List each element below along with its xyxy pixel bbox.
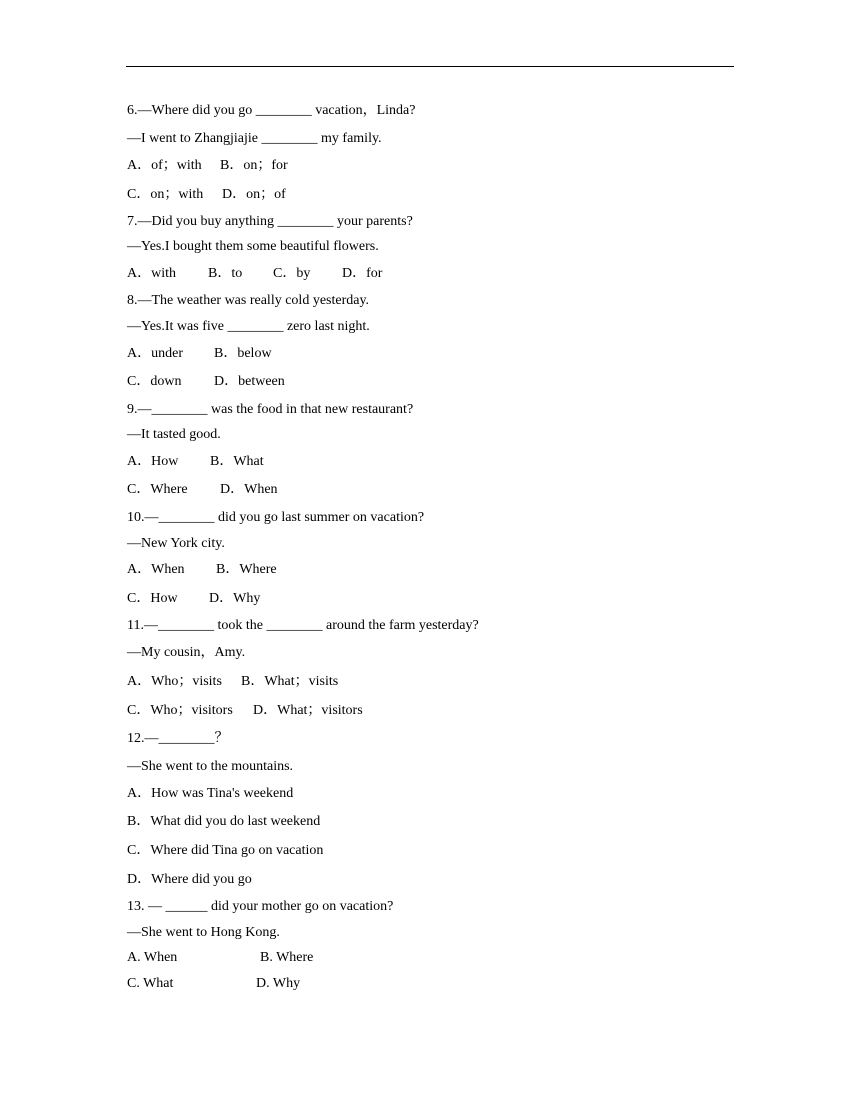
question-6-option-c: C．on；with [127, 187, 204, 202]
question-13-option-d: D. Why [256, 976, 301, 991]
question-10-prompt: 10.—________ did you go last summer on vacation? [127, 510, 425, 525]
question-6-reply: —I went to Zhangjiajie ________ my family. [127, 131, 382, 146]
question-6-option-d: D．on；of [222, 187, 286, 202]
question-13-option-b: B. Where [260, 950, 314, 965]
question-11-option-a: A．Who；visits [127, 674, 222, 689]
question-10-reply: —New York city. [127, 536, 225, 551]
question-10-option-a: A．When [127, 562, 185, 577]
question-9-option-b: B．What [210, 454, 264, 469]
question-9-prompt: 9.—________ was the food in that new restaurant? [127, 402, 414, 417]
question-9-option-a: A．How [127, 454, 179, 469]
question-9-reply: —It tasted good. [127, 427, 221, 442]
question-10-option-d: D．Why [209, 591, 261, 606]
question-6-option-b: B．on；for [220, 158, 288, 173]
question-12-prompt: 12.—________？ [127, 731, 229, 746]
question-7-reply: —Yes.I bought them some beautiful flowers. [127, 239, 379, 254]
question-7-option-c: C．by [273, 266, 311, 281]
question-7-prompt: 7.—Did you buy anything ________ your parents? [127, 214, 413, 229]
question-6-option-a: A．of；with [127, 158, 202, 173]
question-8-option-b: B．below [214, 346, 272, 361]
question-13-option-a: A. When [127, 950, 178, 965]
question-11-option-c: C．Who；visitors [127, 703, 233, 718]
question-8-option-c: C．down [127, 374, 182, 389]
question-8-reply: —Yes.It was five ________ zero last night. [127, 319, 370, 334]
question-8-prompt: 8.—The weather was really cold yesterday. [127, 293, 370, 308]
question-12-option-a: A．How was Tina's weekend [127, 786, 294, 801]
question-6-prompt: 6.—Where did you go ________ vacation，Linda? [127, 103, 416, 118]
question-7-option-a: A．with [127, 266, 176, 281]
question-9-option-d: D．When [220, 482, 278, 497]
question-10-option-c: C．How [127, 591, 178, 606]
question-8-option-a: A．under [127, 346, 183, 361]
question-12-option-c: C．Where did Tina go on vacation [127, 843, 324, 858]
question-11-reply: —My cousin，Amy. [127, 645, 246, 660]
question-13-prompt: 13. — ______ did your mother go on vacation? [127, 899, 394, 914]
question-13-reply: —She went to Hong Kong. [127, 925, 280, 940]
question-10-option-b: B．Where [216, 562, 277, 577]
question-11-prompt: 11.—________ took the ________ around the farm yesterday? [127, 618, 479, 633]
question-11-option-d: D．What；visitors [253, 703, 363, 718]
header-rule [126, 66, 734, 67]
question-12-option-d: D．Where did you go [127, 872, 252, 887]
question-11-option-b: B．What；visits [241, 674, 339, 689]
question-7-option-d: D．for [342, 266, 383, 281]
question-12-option-b: B．What did you do last weekend [127, 814, 321, 829]
question-8-option-d: D．between [214, 374, 285, 389]
question-7-option-b: B．to [208, 266, 243, 281]
question-12-reply: —She went to the mountains. [127, 759, 294, 774]
question-9-option-c: C．Where [127, 482, 188, 497]
question-13-option-c: C. What [127, 976, 174, 991]
